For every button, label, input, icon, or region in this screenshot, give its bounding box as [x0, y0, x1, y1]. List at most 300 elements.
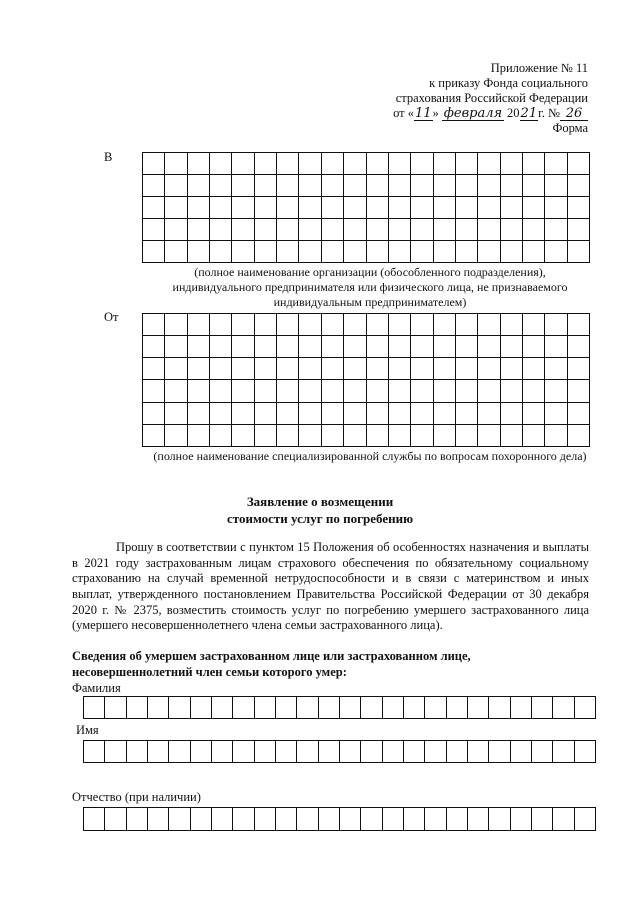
grid-cell[interactable] — [344, 175, 366, 197]
grid-cell[interactable] — [501, 403, 523, 425]
grid-cell[interactable] — [411, 153, 433, 175]
grid-cell[interactable] — [367, 197, 389, 219]
grid-cell[interactable] — [545, 314, 567, 336]
grid-cell[interactable] — [165, 425, 187, 447]
grid-cell[interactable] — [523, 403, 545, 425]
grid-cell[interactable] — [523, 358, 545, 380]
grid-cell[interactable] — [501, 425, 523, 447]
grid-cell[interactable] — [255, 380, 277, 402]
grid-cell[interactable] — [568, 314, 590, 336]
grid-cell[interactable] — [511, 808, 532, 831]
grid-cell[interactable] — [523, 241, 545, 263]
grid-cell[interactable] — [478, 336, 500, 358]
grid-cell[interactable] — [568, 175, 590, 197]
grid-cell[interactable] — [322, 241, 344, 263]
grid-cell[interactable] — [210, 425, 232, 447]
grid-cell[interactable] — [322, 425, 344, 447]
grid-cell[interactable] — [210, 153, 232, 175]
grid-cell[interactable] — [255, 808, 276, 831]
grid-cell[interactable] — [277, 175, 299, 197]
grid-cell[interactable] — [255, 425, 277, 447]
grid-cell[interactable] — [191, 808, 212, 831]
grid-cell[interactable] — [545, 380, 567, 402]
grid-cell[interactable] — [319, 808, 340, 831]
grid-cell[interactable] — [277, 153, 299, 175]
grid-cell[interactable] — [389, 197, 411, 219]
grid-cell[interactable] — [411, 380, 433, 402]
grid-cell[interactable] — [210, 219, 232, 241]
grid-cell[interactable] — [478, 175, 500, 197]
grid-cell[interactable] — [456, 175, 478, 197]
grid-cell[interactable] — [232, 314, 254, 336]
grid-cell[interactable] — [232, 336, 254, 358]
grid-cell[interactable] — [553, 697, 574, 719]
grid-cell[interactable] — [411, 425, 433, 447]
grid-cell[interactable] — [277, 314, 299, 336]
title-line-1: Заявление о возмещении — [246, 494, 394, 509]
grid-cell[interactable] — [545, 175, 567, 197]
patronymic-grid[interactable] — [83, 807, 596, 831]
grid-cell[interactable] — [319, 741, 340, 763]
grid-cell[interactable] — [411, 241, 433, 263]
grid-cell[interactable] — [367, 425, 389, 447]
grid-cell[interactable] — [456, 219, 478, 241]
grid-cell[interactable] — [233, 741, 254, 763]
grid-cell[interactable] — [255, 175, 277, 197]
grid-cell[interactable] — [277, 336, 299, 358]
grid-cell[interactable] — [478, 219, 500, 241]
grid-cell[interactable] — [545, 241, 567, 263]
grid-cell[interactable] — [143, 175, 165, 197]
grid-cell[interactable] — [383, 808, 404, 831]
grid-cell[interactable] — [255, 219, 277, 241]
grid-cell[interactable] — [367, 219, 389, 241]
grid-cell[interactable] — [361, 697, 382, 719]
grid-cell[interactable] — [322, 197, 344, 219]
grid-cell[interactable] — [148, 697, 169, 719]
grid-cell[interactable] — [478, 380, 500, 402]
grid-cell[interactable] — [165, 197, 187, 219]
grid-cell[interactable] — [165, 336, 187, 358]
grid-cell[interactable] — [188, 175, 210, 197]
grid-cell[interactable] — [143, 403, 165, 425]
grid-cell[interactable] — [165, 175, 187, 197]
grid-cell[interactable] — [367, 175, 389, 197]
grid-cell[interactable] — [456, 336, 478, 358]
grid-cell[interactable] — [169, 808, 190, 831]
grid-cell[interactable] — [425, 697, 446, 719]
grid-cell[interactable] — [361, 741, 382, 763]
grid-cell[interactable] — [568, 425, 590, 447]
grid-cell[interactable] — [232, 153, 254, 175]
grid-cell[interactable] — [532, 697, 553, 719]
grid-cell[interactable] — [277, 358, 299, 380]
grid-cell[interactable] — [191, 741, 212, 763]
grid-cell[interactable] — [468, 741, 489, 763]
grid-cell[interactable] — [255, 153, 277, 175]
grid-cell[interactable] — [478, 403, 500, 425]
grid-cell[interactable] — [404, 741, 425, 763]
grid-cell[interactable] — [404, 697, 425, 719]
grid-cell[interactable] — [143, 380, 165, 402]
grid-cell[interactable] — [501, 153, 523, 175]
grid-cell[interactable] — [367, 314, 389, 336]
grid-cell[interactable] — [575, 697, 596, 719]
grid-cell[interactable] — [545, 358, 567, 380]
grid-cell[interactable] — [545, 403, 567, 425]
grid-cell[interactable] — [344, 219, 366, 241]
grid-cell[interactable] — [532, 741, 553, 763]
grid-cell[interactable] — [568, 153, 590, 175]
grid-cell[interactable] — [523, 380, 545, 402]
grid-cell[interactable] — [568, 358, 590, 380]
grid-cell[interactable] — [143, 336, 165, 358]
grid-cell[interactable] — [511, 741, 532, 763]
grid-cell[interactable] — [165, 153, 187, 175]
grid-cell[interactable] — [478, 425, 500, 447]
grid-cell[interactable] — [84, 808, 105, 831]
grid-cell[interactable] — [165, 403, 187, 425]
grid-cell[interactable] — [389, 219, 411, 241]
grid-cell[interactable] — [501, 197, 523, 219]
grid-cell[interactable] — [367, 336, 389, 358]
grid-cell[interactable] — [105, 808, 126, 831]
grid-cell[interactable] — [489, 697, 510, 719]
grid-cell[interactable] — [233, 808, 254, 831]
grid-cell[interactable] — [297, 697, 318, 719]
grid-cell[interactable] — [276, 808, 297, 831]
grid-cell[interactable] — [188, 380, 210, 402]
grid-cell[interactable] — [367, 380, 389, 402]
grid-cell[interactable] — [501, 219, 523, 241]
grid-cell[interactable] — [322, 403, 344, 425]
grid-cell[interactable] — [367, 358, 389, 380]
grid-cell[interactable] — [468, 808, 489, 831]
grid-cell[interactable] — [434, 175, 456, 197]
grid-cell[interactable] — [299, 241, 321, 263]
grid-cell[interactable] — [188, 336, 210, 358]
grid-cell[interactable] — [389, 314, 411, 336]
grid-cell[interactable] — [456, 197, 478, 219]
grid-cell[interactable] — [169, 741, 190, 763]
grid-cell[interactable] — [411, 358, 433, 380]
grid-cell[interactable] — [411, 336, 433, 358]
grid-cell[interactable] — [340, 741, 361, 763]
grid-cell[interactable] — [143, 219, 165, 241]
grid-cell[interactable] — [523, 219, 545, 241]
grid-cell[interactable] — [389, 153, 411, 175]
grid-cell[interactable] — [255, 403, 277, 425]
grid-cell[interactable] — [255, 697, 276, 719]
grid-cell[interactable] — [212, 697, 233, 719]
grid-cell[interactable] — [188, 403, 210, 425]
grid-cell[interactable] — [277, 425, 299, 447]
grid-cell[interactable] — [255, 358, 277, 380]
grid-cell[interactable] — [456, 425, 478, 447]
grid-cell[interactable] — [322, 380, 344, 402]
grid-cell[interactable] — [232, 425, 254, 447]
grid-cell[interactable] — [523, 314, 545, 336]
grid-cell[interactable] — [434, 425, 456, 447]
grid-cell[interactable] — [456, 314, 478, 336]
grid-cell[interactable] — [575, 808, 596, 831]
grid-cell[interactable] — [501, 175, 523, 197]
grid-cell[interactable] — [575, 741, 596, 763]
grid-cell[interactable] — [232, 175, 254, 197]
grid-cell[interactable] — [545, 153, 567, 175]
grid-cell[interactable] — [105, 697, 126, 719]
grid-cell[interactable] — [212, 741, 233, 763]
name-grid[interactable] — [83, 740, 596, 763]
grid-cell[interactable] — [456, 153, 478, 175]
grid-cell[interactable] — [277, 380, 299, 402]
grid-cell[interactable] — [523, 175, 545, 197]
grid-cell[interactable] — [232, 219, 254, 241]
grid-cell[interactable] — [389, 336, 411, 358]
grid-cell[interactable] — [210, 314, 232, 336]
surname-grid[interactable] — [83, 696, 596, 719]
grid-cell[interactable] — [501, 241, 523, 263]
grid-cell[interactable] — [276, 741, 297, 763]
grid-cell[interactable] — [105, 741, 126, 763]
grid-cell[interactable] — [148, 808, 169, 831]
grid-cell[interactable] — [255, 336, 277, 358]
grid-cell[interactable] — [478, 197, 500, 219]
grid-cell[interactable] — [568, 336, 590, 358]
grid-cell[interactable] — [127, 808, 148, 831]
grid-cell[interactable] — [255, 314, 277, 336]
grid-cell[interactable] — [165, 219, 187, 241]
grid-cell[interactable] — [276, 697, 297, 719]
grid-cell[interactable] — [344, 380, 366, 402]
grid-cell[interactable] — [489, 741, 510, 763]
grid-cell[interactable] — [344, 403, 366, 425]
grid-cell[interactable] — [340, 808, 361, 831]
grid-cell[interactable] — [340, 697, 361, 719]
grid-cell[interactable] — [553, 741, 574, 763]
grid-cell[interactable] — [425, 808, 446, 831]
grid-cell[interactable] — [299, 358, 321, 380]
grid-cell[interactable] — [389, 403, 411, 425]
grid-cell[interactable] — [299, 380, 321, 402]
grid-cell[interactable] — [344, 425, 366, 447]
grid-cell[interactable] — [277, 241, 299, 263]
grid-cell[interactable] — [383, 741, 404, 763]
grid-cell[interactable] — [84, 697, 105, 719]
grid-cell[interactable] — [344, 197, 366, 219]
grid-cell[interactable] — [210, 197, 232, 219]
grid-cell[interactable] — [322, 153, 344, 175]
grid-cell[interactable] — [344, 153, 366, 175]
grid-cell[interactable] — [210, 336, 232, 358]
grid-cell[interactable] — [411, 314, 433, 336]
grid-cell[interactable] — [322, 219, 344, 241]
grid-cell[interactable] — [210, 403, 232, 425]
grid-cell[interactable] — [501, 380, 523, 402]
grid-cell[interactable] — [165, 314, 187, 336]
grid-cell[interactable] — [188, 314, 210, 336]
grid-cell[interactable] — [434, 358, 456, 380]
grid-cell[interactable] — [447, 697, 468, 719]
date-month: февраля — [443, 106, 503, 121]
grid-cell[interactable] — [169, 697, 190, 719]
grid-cell[interactable] — [434, 380, 456, 402]
grid-cell[interactable] — [210, 175, 232, 197]
grid-cell[interactable] — [411, 175, 433, 197]
grid-cell[interactable] — [299, 403, 321, 425]
grid-cell[interactable] — [344, 336, 366, 358]
grid-cell[interactable] — [344, 241, 366, 263]
grid-cell[interactable] — [212, 808, 233, 831]
grid-cell[interactable] — [367, 241, 389, 263]
grid-cell[interactable] — [232, 403, 254, 425]
grid-cell[interactable] — [255, 197, 277, 219]
grid-cell[interactable] — [383, 697, 404, 719]
grid-cell[interactable] — [411, 403, 433, 425]
grid-cell[interactable] — [143, 314, 165, 336]
grid-cell[interactable] — [434, 403, 456, 425]
grid-cell[interactable] — [297, 741, 318, 763]
grid-cell[interactable] — [456, 241, 478, 263]
grid-cell[interactable] — [489, 808, 510, 831]
grid-cell[interactable] — [545, 425, 567, 447]
grid-cell[interactable] — [478, 153, 500, 175]
grid-cell[interactable] — [188, 241, 210, 263]
grid-cell[interactable] — [434, 219, 456, 241]
grid-cell[interactable] — [255, 741, 276, 763]
sender-name-grid[interactable] — [142, 313, 590, 447]
grid-cell[interactable] — [434, 314, 456, 336]
date-year: 21 — [520, 106, 538, 121]
grid-cell[interactable] — [322, 314, 344, 336]
grid-cell[interactable] — [389, 380, 411, 402]
grid-cell[interactable] — [143, 358, 165, 380]
grid-cell[interactable] — [297, 808, 318, 831]
grid-cell[interactable] — [143, 197, 165, 219]
grid-cell[interactable] — [127, 741, 148, 763]
grid-cell[interactable] — [456, 358, 478, 380]
grid-cell[interactable] — [468, 697, 489, 719]
grid-cell[interactable] — [188, 219, 210, 241]
grid-cell[interactable] — [188, 197, 210, 219]
grid-cell[interactable] — [232, 380, 254, 402]
grid-cell[interactable] — [299, 197, 321, 219]
grid-cell[interactable] — [233, 697, 254, 719]
grid-cell[interactable] — [434, 153, 456, 175]
grid-cell[interactable] — [501, 314, 523, 336]
grid-cell[interactable] — [188, 153, 210, 175]
grid-cell[interactable] — [447, 808, 468, 831]
grid-cell[interactable] — [456, 380, 478, 402]
grid-cell[interactable] — [501, 358, 523, 380]
grid-cell[interactable] — [545, 219, 567, 241]
grid-cell[interactable] — [389, 175, 411, 197]
grid-cell[interactable] — [389, 358, 411, 380]
grid-cell[interactable] — [568, 197, 590, 219]
grid-cell[interactable] — [425, 741, 446, 763]
grid-cell[interactable] — [568, 403, 590, 425]
grid-cell[interactable] — [411, 197, 433, 219]
grid-cell[interactable] — [568, 241, 590, 263]
grid-cell[interactable] — [255, 241, 277, 263]
grid-cell[interactable] — [299, 175, 321, 197]
grid-cell[interactable] — [299, 219, 321, 241]
grid-cell[interactable] — [523, 197, 545, 219]
grid-cell[interactable] — [532, 808, 553, 831]
grid-cell[interactable] — [568, 219, 590, 241]
grid-cell[interactable] — [188, 358, 210, 380]
grid-cell[interactable] — [545, 336, 567, 358]
grid-cell[interactable] — [232, 197, 254, 219]
grid-cell[interactable] — [523, 336, 545, 358]
grid-cell[interactable] — [389, 241, 411, 263]
grid-cell[interactable] — [299, 153, 321, 175]
grid-cell[interactable] — [367, 403, 389, 425]
grid-cell[interactable] — [404, 808, 425, 831]
grid-cell[interactable] — [191, 697, 212, 719]
grid-cell[interactable] — [319, 697, 340, 719]
grid-cell[interactable] — [299, 336, 321, 358]
grid-cell[interactable] — [322, 175, 344, 197]
grid-cell[interactable] — [523, 153, 545, 175]
grid-cell[interactable] — [210, 358, 232, 380]
recipient-name-grid[interactable] — [142, 152, 590, 263]
grid-cell[interactable] — [367, 153, 389, 175]
grid-cell[interactable] — [322, 358, 344, 380]
grid-cell[interactable] — [434, 197, 456, 219]
grid-cell[interactable] — [148, 741, 169, 763]
grid-cell[interactable] — [165, 358, 187, 380]
grid-cell[interactable] — [478, 358, 500, 380]
grid-cell[interactable] — [511, 697, 532, 719]
grid-cell[interactable] — [389, 425, 411, 447]
grid-cell[interactable] — [84, 741, 105, 763]
grid-cell[interactable] — [447, 741, 468, 763]
grid-cell[interactable] — [299, 425, 321, 447]
grid-cell[interactable] — [361, 808, 382, 831]
grid-cell[interactable] — [344, 358, 366, 380]
grid-cell[interactable] — [232, 241, 254, 263]
grid-cell[interactable] — [568, 380, 590, 402]
grid-cell[interactable] — [434, 241, 456, 263]
grid-cell[interactable] — [501, 336, 523, 358]
grid-cell[interactable] — [523, 425, 545, 447]
grid-cell[interactable] — [143, 425, 165, 447]
grid-cell[interactable] — [277, 219, 299, 241]
grid-cell[interactable] — [322, 336, 344, 358]
grid-cell[interactable] — [553, 808, 574, 831]
grid-cell[interactable] — [545, 197, 567, 219]
grid-cell[interactable] — [434, 336, 456, 358]
grid-cell[interactable] — [456, 403, 478, 425]
grid-cell[interactable] — [478, 314, 500, 336]
grid-cell[interactable] — [210, 241, 232, 263]
grid-cell[interactable] — [232, 358, 254, 380]
grid-cell[interactable] — [299, 314, 321, 336]
grid-cell[interactable] — [277, 403, 299, 425]
grid-cell[interactable] — [165, 380, 187, 402]
grid-cell[interactable] — [210, 380, 232, 402]
grid-cell[interactable] — [165, 241, 187, 263]
grid-cell[interactable] — [188, 425, 210, 447]
grid-cell[interactable] — [344, 314, 366, 336]
grid-cell[interactable] — [127, 697, 148, 719]
grid-cell[interactable] — [277, 197, 299, 219]
grid-cell[interactable] — [143, 153, 165, 175]
grid-cell[interactable] — [411, 219, 433, 241]
grid-cell[interactable] — [478, 241, 500, 263]
grid-cell[interactable] — [143, 241, 165, 263]
